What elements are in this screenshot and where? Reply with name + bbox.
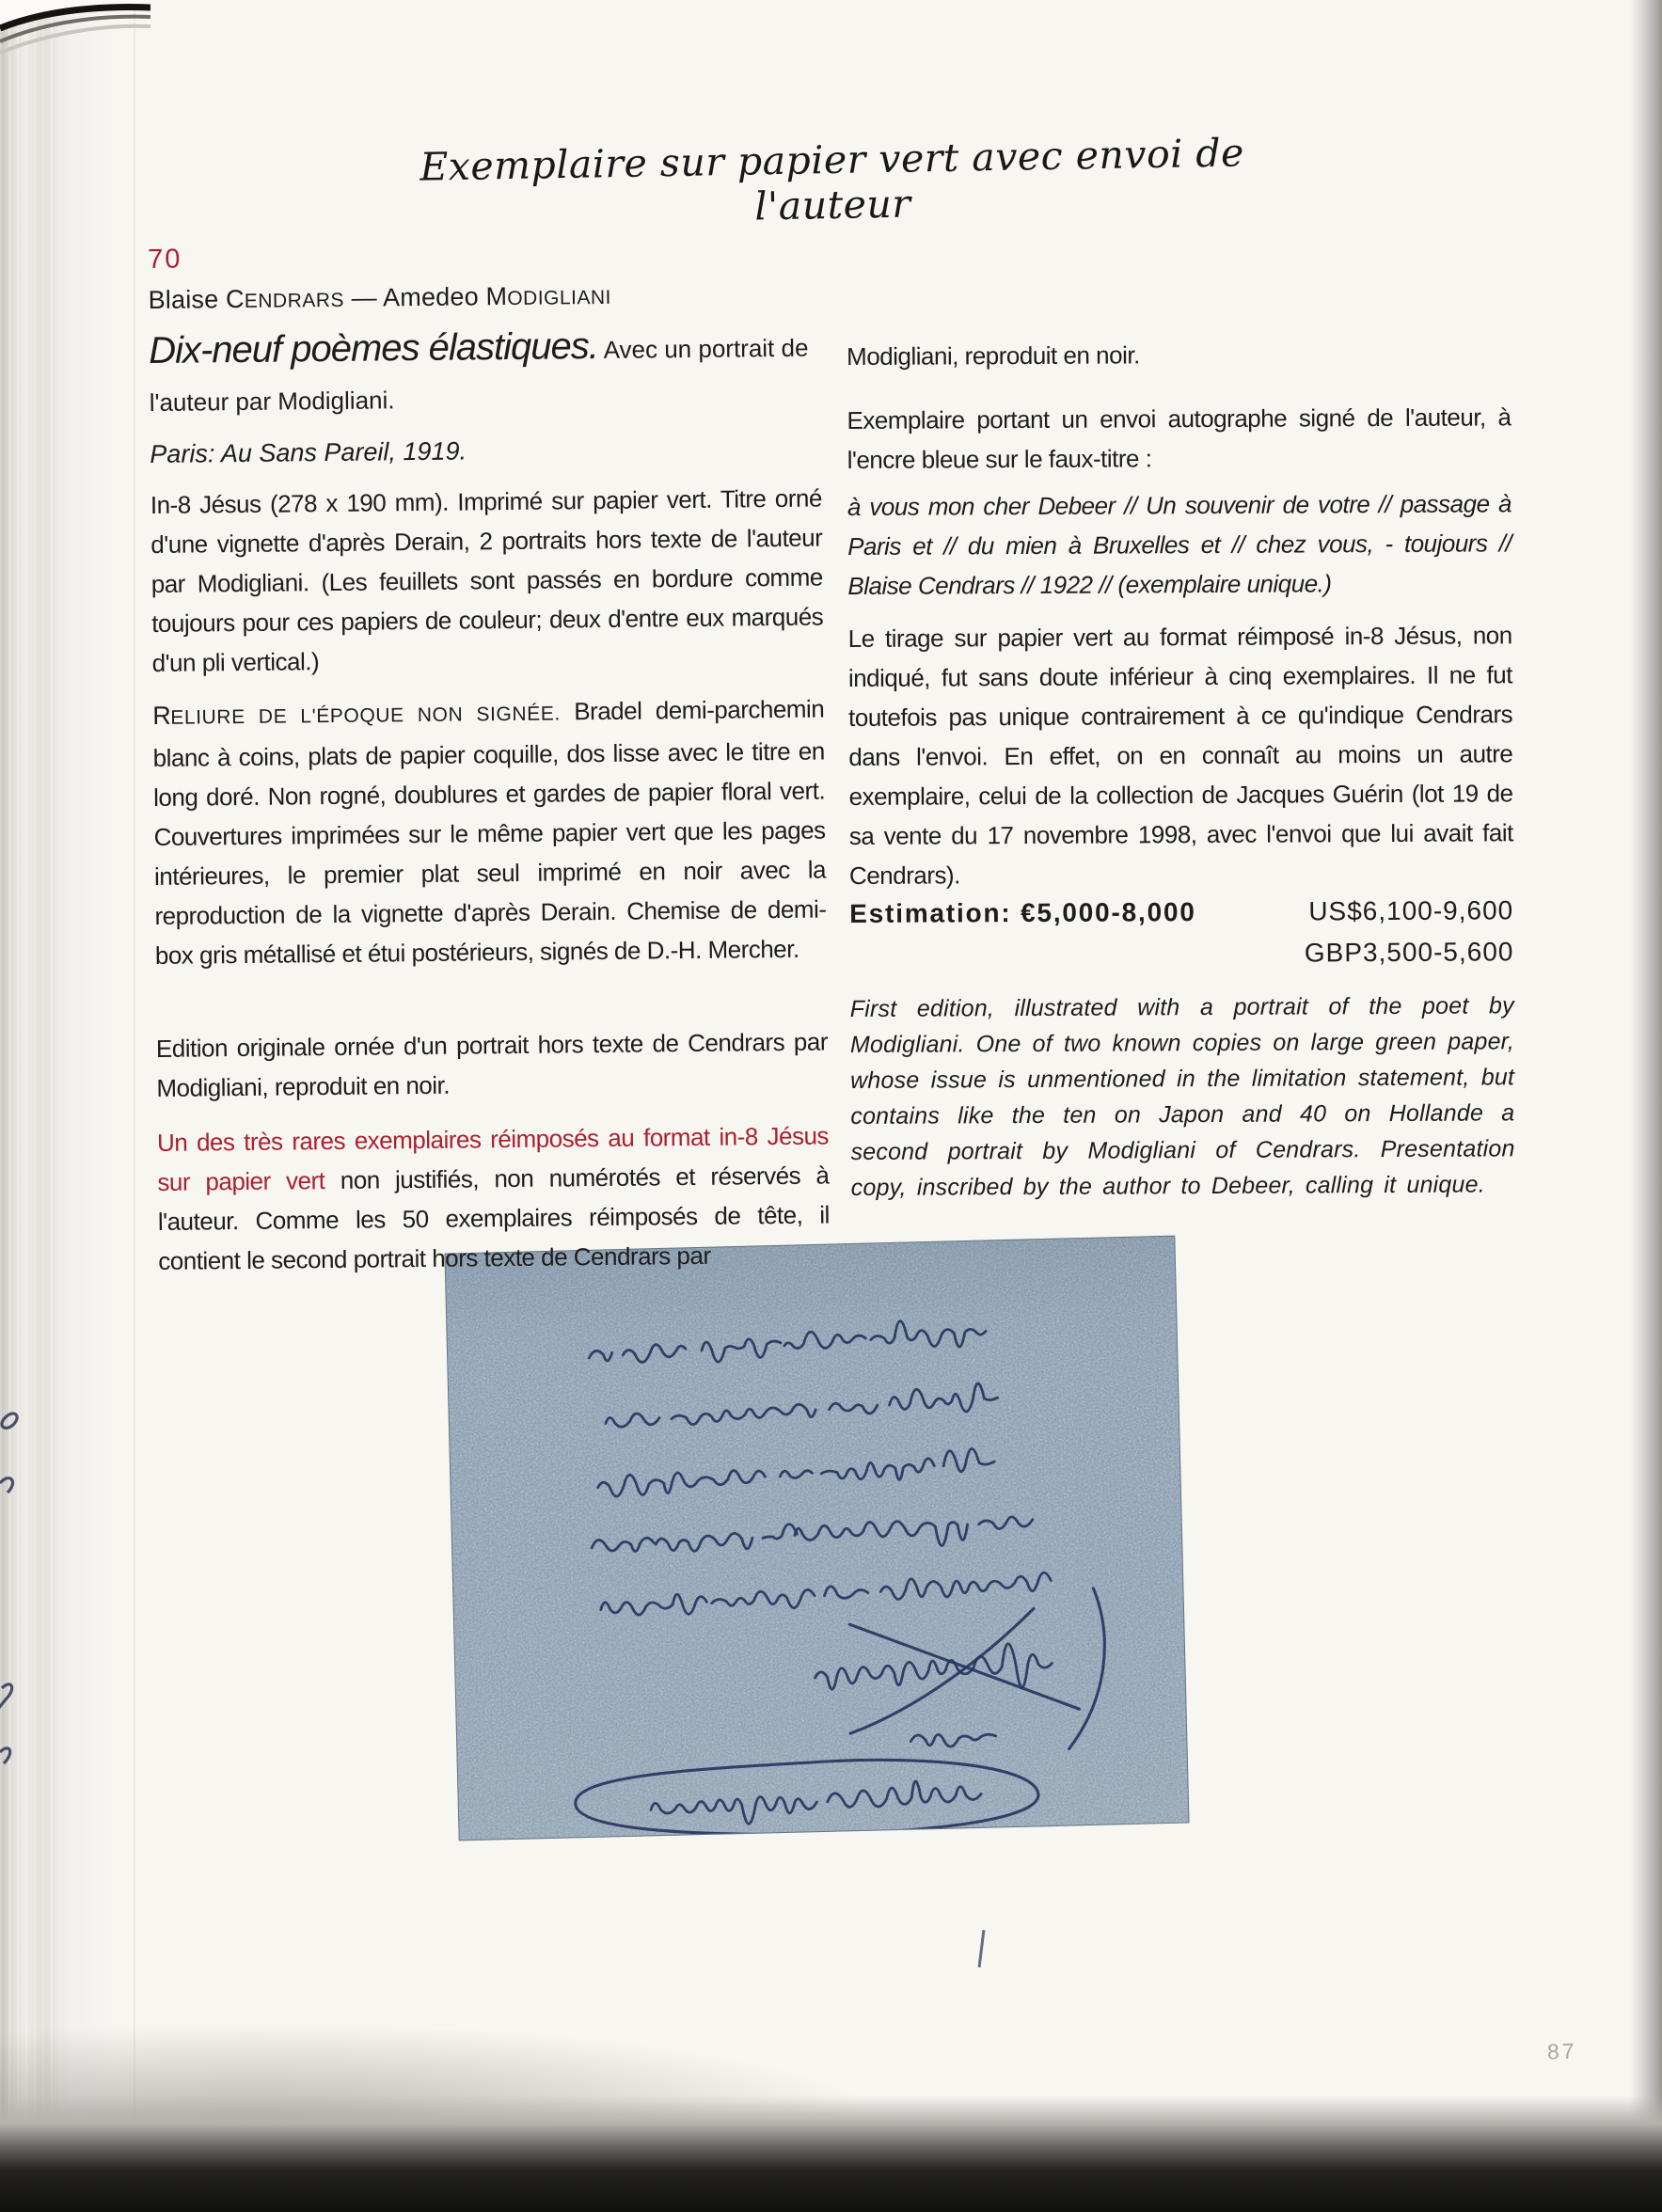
running-head: Exemplaire sur papier vert avec envoi de l'auteur [419, 130, 1245, 229]
title-subtitle: Avec un portrait de l'auteur par Modigliani. [149, 333, 809, 417]
tirage-paragraph: Le tirage sur papier vert au format réimposé in-8 Jésus, non indiqué, fut sans doute inférieur à cinq exemplaires. Il ne fut toutefois pas unique contrairement à ce qu'indique Cendrars dans l'envoi. En effet, on en connaît au moins un autre exemplaire, celui de la collection de Jacques Guérin (lot 19 de sa vente du 17 novembre 1998, avec l'envoi que lui avait fait Cendrars). [847, 621, 1513, 890]
english-note: First edition, illustrated with a portrait of the poet by Modigliani. One of two known copies on large green paper, whose issue is unmentioned in the limitation statement, but contains like the ten on Japon and 40 on Hollande a second portrait by Modigliani of Cendrars. Presentation copy, inscribed by the author to Debeer, calling it unique. [849, 992, 1515, 1201]
margin-scribbles [0, 1406, 32, 1810]
inscription-photo [444, 1236, 1189, 1841]
author-line [148, 279, 819, 315]
page-number: 87 [1546, 2038, 1578, 2064]
left-column [148, 238, 830, 1275]
author-caps: ENDRARS [244, 289, 345, 312]
lot-number: 70 [148, 244, 182, 275]
collation-paragraph: In-8 Jésus (278 x 190 mm). Imprimé sur papier vert. Titre orné d'une vignette d'après Derain, 2 portraits hors texte de l'auteur par Modigliani. (Les feuillets sont passés en bordure comme toujours pour ces papiers de couleur; deux d'entre eux marqués d'un pli vertical.) [150, 483, 824, 677]
author-separator: — [343, 283, 384, 312]
author-first: Blaise [148, 285, 227, 314]
page-edge-right [1630, 0, 1662, 2212]
inscription-quote: à vous mon cher Debeer // Un souvenir de votre // passage à Paris et // du mien à Bruxelles et // chez vous, - toujours // Blaise Cendrars // 1922 // (exemplaire unique.) [847, 489, 1512, 600]
inscription-photo-canvas [446, 1237, 1189, 1841]
estimation-row [849, 895, 1513, 929]
author-caps2: ODIGLIANI [507, 286, 612, 309]
edition-paragraph: Edition originale ornée d'un portrait hors texte de Cendrars par Modigliani, reproduit en noir. [155, 1027, 829, 1102]
page-crease [134, 0, 135, 2212]
estimation-gbp: GBP3,500-5,600 [1304, 937, 1514, 968]
work-title [149, 323, 821, 429]
binding-text: Bradel demi-parchemin blanc à coins, plats de papier coquille, dos lisse avec le titre en long doré. Non rogné, doublures et gardes de papier floral vert. Couvertures imprimées sur le même papier vert que les pages intérieures, le premier plat seul imprimé en noir avec la reproduction de la vignette d'après Derain. Chemise de demi-box gris métallisé et étui postérieurs, signés de D.-H. Mercher. [152, 694, 827, 970]
title-italic: Dix-neuf poèmes élastiques. [148, 324, 599, 371]
inscription-intro-paragraph: Exemplaire portant un envoi autographe signé de l'auteur, à l'encre bleue sur le faux-titre : [847, 403, 1512, 474]
author-cap: C [225, 284, 245, 314]
right-column [847, 333, 1515, 1201]
estimation-eur: Estimation: €5,000-8,000 [849, 897, 1196, 928]
binding-paragraph [152, 688, 827, 974]
author-cap2: M [485, 282, 508, 311]
book-corner-pages [0, 0, 150, 66]
rarity-paragraph [157, 1115, 831, 1280]
page-curl-stripes [0, 0, 60, 2212]
continuation-line: Modigliani, reproduit en noir. [847, 340, 1140, 371]
binding-lead-smallcaps: ELIURE DE L'ÉPOQUE NON SIGNÉE. [170, 703, 561, 729]
estimation-usd: US$6,100-9,600 [1308, 895, 1514, 926]
ink-mark [978, 1930, 986, 1967]
author-second: Amedeo [382, 282, 486, 312]
book-bottom-edge [0, 2095, 1662, 2212]
binding-lead-cap: R [152, 701, 171, 730]
imprint-line: Paris: Au Sans Pareil, 1919. [150, 436, 467, 468]
rarity-highlight: Un des très rares exemplaires réimposés au format in-8 Jésus sur papier vert [156, 1121, 830, 1196]
rarity-text: non justifiés, non numérotés et réservés à l'auteur. Comme les 50 exemplaires réimposés de tête, il contient le second portrait hors texte de Cendrars par [157, 1161, 830, 1275]
